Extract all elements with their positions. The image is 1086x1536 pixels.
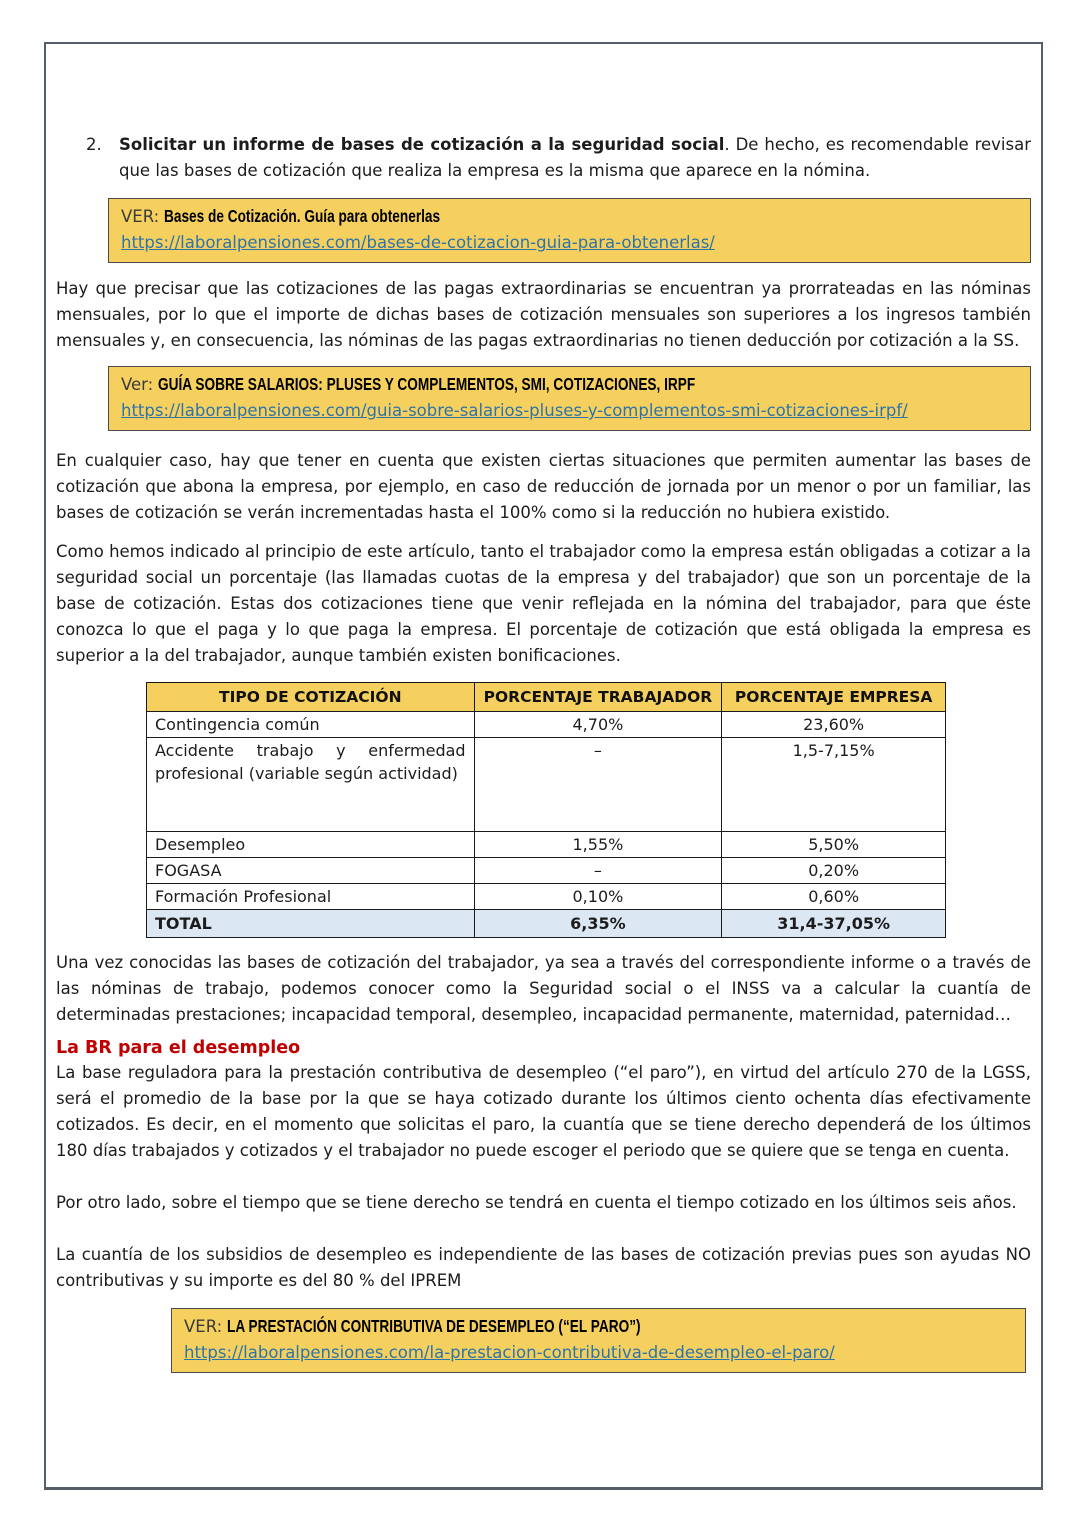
paragraph-pagas-extraordinarias: Hay que precisar que las cotizaciones de las pagas extraordinarias se encuentran ya prorrateadas en las nóminas mensuales, por lo que el importe de dichas bases de cotización mensuales son superiores a los ingresos también mensuales y, en consecuencia, las nóminas de las pagas extraordinarias no tienen deducción por cotización a la SS. bbox=[56, 279, 1031, 350]
row-value: 5,50% bbox=[722, 832, 946, 858]
callout-prestacion-contributiva bbox=[171, 1308, 1026, 1373]
callout-title: LA PRESTACIÓN CONTRIBUTIVA DE DESEMPLEO (“EL PARO”) bbox=[227, 1316, 642, 1336]
row-value: – bbox=[474, 738, 722, 832]
row-label: Contingencia común bbox=[147, 712, 475, 738]
callout-title-line bbox=[184, 1314, 1013, 1339]
cotizacion-table bbox=[146, 682, 946, 938]
callout-label: VER: bbox=[184, 1317, 223, 1336]
table-total-row bbox=[147, 910, 946, 938]
header-porcentaje-trabajador: PORCENTAJE TRABAJADOR bbox=[474, 683, 722, 712]
callout-link[interactable]: https://laboralpensiones.com/guia-sobre-salarios-pluses-y-complementos-smi-cotizaciones-irpf/ bbox=[121, 401, 908, 420]
table-row bbox=[147, 738, 946, 832]
row-label: Desempleo bbox=[147, 832, 475, 858]
callout-bases-cotizacion bbox=[108, 198, 1031, 263]
callout-link[interactable]: https://laboralpensiones.com/bases-de-cotizacion-guia-para-obtenerlas/ bbox=[121, 233, 715, 252]
total-empresa: 31,4-37,05% bbox=[722, 910, 946, 938]
row-value: 0,10% bbox=[474, 884, 722, 910]
callout-title: GUÍA SOBRE SALARIOS: PLUSES Y COMPLEMENTOS, SMI, COTIZACIONES, IRPF bbox=[158, 374, 696, 394]
document-content bbox=[46, 44, 1041, 1373]
callout-label: VER: bbox=[121, 207, 160, 226]
callout-title-line bbox=[121, 372, 1018, 397]
row-value: 4,70% bbox=[474, 712, 722, 738]
row-label: FOGASA bbox=[147, 858, 475, 884]
table-row bbox=[147, 832, 946, 858]
row-label: Accidente trabajo y enfermedad profesional (variable según actividad) bbox=[147, 738, 475, 832]
item-rest: . De hecho, es recomendable revisar que las bases de cotización que realiza la empresa es la misma que aparece en la nómina. bbox=[119, 135, 1031, 180]
row-label: Formación Profesional bbox=[147, 884, 475, 910]
paragraph-tiempo-cotizado: Por otro lado, sobre el tiempo que se tiene derecho se tendrá en cuenta el tiempo cotizado en los últimos seis años. bbox=[56, 1193, 1017, 1212]
row-value: 1,5-7,15% bbox=[722, 738, 946, 832]
row-value: 23,60% bbox=[722, 712, 946, 738]
table-row bbox=[147, 858, 946, 884]
row-value: – bbox=[474, 858, 722, 884]
table-header-row bbox=[147, 683, 946, 712]
total-label: TOTAL bbox=[147, 910, 475, 938]
paragraph-obligacion-cotizar: Como hemos indicado al principio de este artículo, tanto el trabajador como la empresa están obligadas a cotizar a la seguridad social un porcentaje (las llamadas cuotas de la empresa y del trabajador) que son un porcentaje de la base de cotización. Estas dos cotizaciones tiene que venir reflejada en la nómina del trabajador, para que éste conozca lo que el paga y lo que paga la empresa. El porcentaje de cotización que está obligada la empresa es superior a la del trabajador, aunque también existen bonificaciones. bbox=[56, 542, 1031, 665]
paragraph-una-vez-conocidas: Una vez conocidas las bases de cotización del trabajador, ya sea a través del correspondiente informe o a través de las nóminas de trabajo, podemos conocer como la Seguridad social o el INSS va a calcular la cuantía de determinadas prestaciones; incapacidad temporal, desempleo, incapacidad permanente, maternidad, paternidad… bbox=[56, 953, 1031, 1024]
callout-label: Ver: bbox=[121, 375, 154, 394]
item-text bbox=[119, 132, 1031, 184]
paragraph-situaciones-aumentar: En cualquier caso, hay que tener en cuenta que existen ciertas situaciones que permiten aumentar las bases de cotización que abona la empresa, por ejemplo, en caso de reducción de jornada por un menor o por un familiar, las bases de cotización se verán incrementadas hasta el 100% como si la reducción no hubiera existido. bbox=[56, 451, 1031, 522]
item-number: 2. bbox=[86, 135, 102, 154]
callout-guia-salarios bbox=[108, 366, 1031, 431]
callout-title: Bases de Cotización. Guía para obtenerlas bbox=[164, 206, 441, 226]
document-page-frame bbox=[44, 42, 1043, 1490]
callout-title-line bbox=[121, 204, 1018, 229]
table-row bbox=[147, 712, 946, 738]
paragraph-subsidios: La cuantía de los subsidios de desempleo es independiente de las bases de cotización previas pues son ayudas NO contributivas y su importe es del 80 % del IPREM bbox=[56, 1245, 1031, 1290]
row-value: 0,20% bbox=[722, 858, 946, 884]
paragraph-base-reguladora: La base reguladora para la prestación contributiva de desempleo (“el paro”), en virtud del artículo 270 de la LGSS, será el promedio de la base por la que se haya cotizado durante los últimos ciento ochenta días efectivamente cotizados. Es decir, en el momento que solicitas el paro, la cuantía que se tiene derecho dependerá de los últimos 180 días trabajados y cotizados y el trabajador no puede escoger el periodo que se quiere que se tenga en cuenta. bbox=[56, 1063, 1031, 1160]
callout-link[interactable]: https://laboralpensiones.com/la-prestacion-contributiva-de-desempleo-el-paro/ bbox=[184, 1343, 835, 1362]
heading-br-desempleo: La BR para el desempleo bbox=[56, 1038, 301, 1058]
item-bold-lead: Solicitar un informe de bases de cotización a la seguridad social bbox=[119, 135, 725, 154]
total-trabajador: 6,35% bbox=[474, 910, 722, 938]
table-row bbox=[147, 884, 946, 910]
header-porcentaje-empresa: PORCENTAJE EMPRESA bbox=[722, 683, 946, 712]
numbered-item-2 bbox=[86, 132, 1031, 184]
row-value: 1,55% bbox=[474, 832, 722, 858]
row-value: 0,60% bbox=[722, 884, 946, 910]
header-tipo-cotizacion: TIPO DE COTIZACIÓN bbox=[147, 683, 475, 712]
